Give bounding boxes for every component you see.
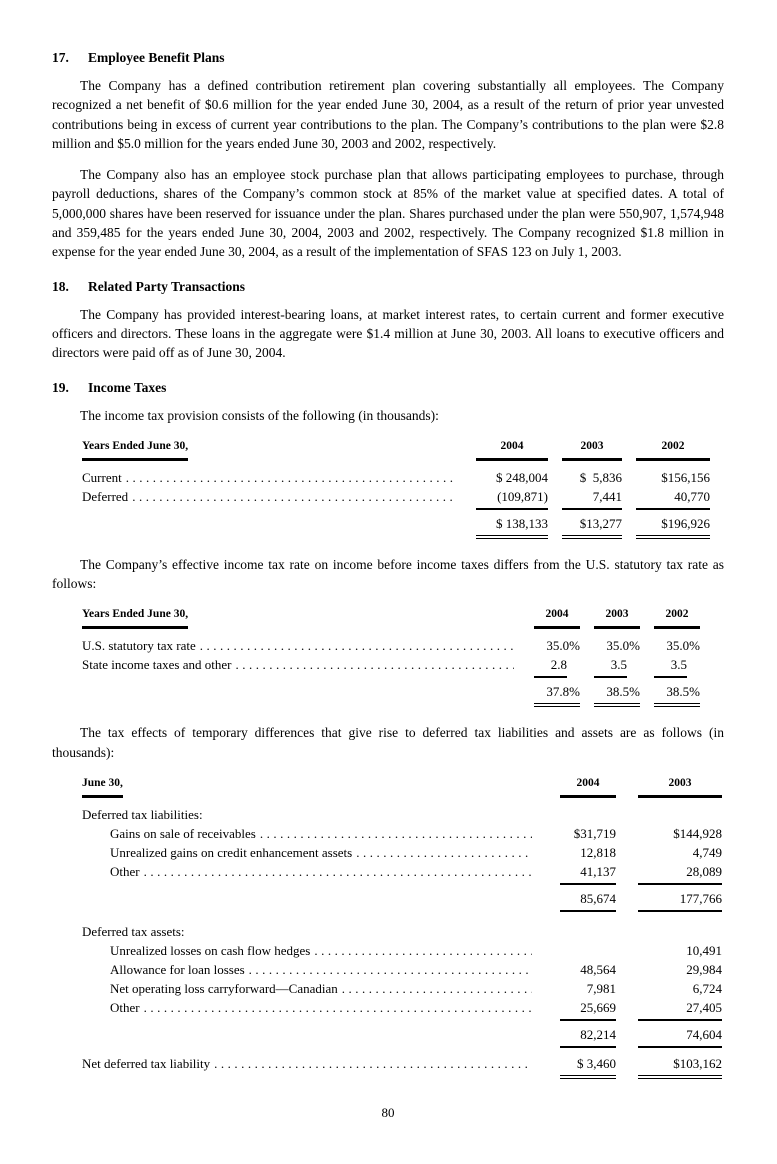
cell-2003: 7,441 <box>562 487 622 510</box>
table-subtotal-row <box>82 889 722 912</box>
subtotal-2004: 85,674 <box>560 889 616 912</box>
cell-2002: 35.0% <box>666 638 700 654</box>
table-subtotal-row <box>82 1025 722 1048</box>
table-header-row <box>82 774 722 798</box>
cell-2004: 41,137 <box>560 862 616 885</box>
table-subheading-row <box>82 922 722 941</box>
table-gap <box>82 912 722 922</box>
row-label: Current <box>82 469 122 485</box>
effective-tax-rate-table <box>82 605 700 707</box>
cell-2002: $156,156 <box>661 469 710 485</box>
section-title: Income Taxes <box>88 379 167 395</box>
dot-leader <box>132 487 456 506</box>
cell-2003: $144,928 <box>673 826 722 842</box>
table-subheading-row <box>82 805 722 824</box>
cell-2003: 35.0% <box>606 638 640 654</box>
dot-leader <box>314 941 532 960</box>
cell-2004: 48,564 <box>580 962 616 978</box>
table-row <box>82 636 700 655</box>
table-row <box>82 979 722 998</box>
group-heading: Deferred tax liabilities: <box>82 807 203 823</box>
total-2003: $13,277 <box>562 514 622 539</box>
cell-2003: $ 5,836 <box>579 469 622 485</box>
section-19-intro-2: The Company’s effective income tax rate on income before income taxes differs from the U.S. statutory tax rate as follows: <box>52 556 724 592</box>
column-header-2003: 2003 <box>594 605 640 629</box>
page-number: 80 <box>381 1105 395 1121</box>
section-17-heading <box>52 48 724 67</box>
dot-leader <box>356 843 532 862</box>
subtotal-2003: 177,766 <box>638 889 722 912</box>
dot-leader <box>200 636 514 655</box>
row-label: Deferred <box>82 488 129 504</box>
total-2002: $196,926 <box>636 514 710 539</box>
section-title: Employee Benefit Plans <box>88 50 225 65</box>
dot-leader <box>260 824 532 843</box>
section-19-intro-3: The tax effects of temporary differences that give rise to deferred tax liabilities and assets are as follows (in thousands): <box>52 725 724 760</box>
section-19-heading <box>52 378 724 397</box>
column-header-2002: 2002 <box>654 605 700 629</box>
total-2002: 38.5% <box>654 682 700 707</box>
table-row <box>82 998 722 1021</box>
column-header-2002: 2002 <box>636 437 710 461</box>
section-title: Related Party Transactions <box>88 278 245 294</box>
row-label: Net deferred tax liability <box>82 1056 211 1072</box>
table-row <box>82 960 722 979</box>
cell-2004: 7,981 <box>586 981 616 997</box>
row-label: U.S. statutory tax rate <box>82 638 196 654</box>
table-row <box>82 468 710 487</box>
column-header-2003: 2003 <box>638 774 722 798</box>
row-label: Gains on sale of receivables <box>110 826 256 842</box>
dot-leader <box>342 979 532 998</box>
row-label: Unrealized losses on cash flow hedges <box>110 943 311 959</box>
section-number: 19. <box>52 379 69 395</box>
table-row <box>82 655 700 678</box>
cell-2004: 12,818 <box>580 845 616 861</box>
section-number: 17. <box>52 50 69 65</box>
row-label: Net operating loss carryforward—Canadian <box>110 981 338 997</box>
section-17-paragraph-1: The Company has a defined contribution retirement plan covering substantially all employees. The Company recognized a net benefit of $0.6 million for the year ended June 30, 2004, as a result of the return of prior year unvested contributions being in excess of current year contributions to the plan. The Company’s contributions to the plan were $2.8 million and $5.0 million for the years ended June 30, 2003 and 2002, respectively. <box>52 78 724 151</box>
total-2004: $ 138,133 <box>476 514 548 539</box>
section-18-paragraph-1: The Company has provided interest-bearing loans, at market interest rates, to certain current and former executive officers and directors. These loans in the aggregate were $1.4 million at June 30, 2003. All loans to executive officers and directors were paid off as of June 30, 2004. <box>52 306 724 361</box>
table-row <box>82 824 722 843</box>
subtotal-2003: 74,604 <box>638 1025 722 1048</box>
cell-2002: 40,770 <box>636 487 710 510</box>
table-row <box>82 941 722 960</box>
table-header-label: Years Ended June 30, <box>82 437 188 461</box>
table-total-row <box>82 682 700 707</box>
dot-leader <box>144 862 532 881</box>
cell-2002: 3.5 <box>654 655 687 678</box>
total-2003: 38.5% <box>594 682 640 707</box>
table-total-row <box>82 514 710 539</box>
cell-2003: 10,491 <box>686 943 722 959</box>
cell-2004: 25,669 <box>560 998 616 1021</box>
cell-2003: 6,724 <box>692 981 722 997</box>
cell-2004: 2.8 <box>534 655 567 678</box>
cell-2003: 29,984 <box>686 962 722 978</box>
cell-2004: 35.0% <box>546 638 580 654</box>
table-header-label: Years Ended June 30, <box>82 605 188 629</box>
table-row <box>82 862 722 885</box>
row-label: Other <box>110 1000 140 1016</box>
dot-leader <box>144 998 532 1017</box>
section-19-intro-1: The income tax provision consists of the following (in thousands): <box>80 407 439 423</box>
cell-2003: 4,749 <box>692 845 722 861</box>
cell-2004: $ 248,004 <box>496 469 548 485</box>
row-label: Allowance for loan losses <box>110 962 245 978</box>
cell-2004: (109,871) <box>476 487 548 510</box>
row-label: State income taxes and other <box>82 657 232 673</box>
table-header-label: June 30, <box>82 774 123 798</box>
table-net-row <box>82 1054 722 1079</box>
cell-2003: 3.5 <box>594 655 627 678</box>
column-header-2004: 2004 <box>560 774 616 798</box>
column-header-2004: 2004 <box>534 605 580 629</box>
group-heading: Deferred tax assets: <box>82 924 185 940</box>
income-tax-provision-table <box>82 437 710 539</box>
section-18-heading <box>52 277 724 296</box>
cell-2004: $31,719 <box>573 826 616 842</box>
dot-leader <box>214 1054 532 1073</box>
cell-2003: 28,089 <box>638 862 722 885</box>
row-label: Other <box>110 864 140 880</box>
deferred-tax-table <box>82 774 722 1079</box>
section-17-paragraph-2: The Company also has an employee stock purchase plan that allows participating employees to purchase, through payroll deductions, shares of the Company’s common stock at 85% of the market value at specified dates. A total of 5,000,000 shares have been reserved for issuance under the plan. Shares purchased under the plan were 550,907, 1,574,948 and 359,485 for the years ended June 30, 2004, 2003 and 2002, respectively. The Company recognized $1.8 million in expense for the year ended June 30, 2004, as a result of the implementation of SFAS 123 on July 1, 2003. <box>52 167 724 260</box>
column-header-2003: 2003 <box>562 437 622 461</box>
total-2004: 37.8% <box>534 682 580 707</box>
table-header-row <box>82 437 710 461</box>
net-2004: $ 3,460 <box>560 1054 616 1079</box>
dot-leader <box>126 468 456 487</box>
subtotal-2004: 82,214 <box>560 1025 616 1048</box>
cell-2003: 27,405 <box>638 998 722 1021</box>
column-header-2004: 2004 <box>476 437 548 461</box>
table-row <box>82 843 722 862</box>
table-header-row <box>82 605 700 629</box>
dot-leader <box>235 655 514 674</box>
net-2003: $103,162 <box>638 1054 722 1079</box>
dot-leader <box>249 960 532 979</box>
table-row <box>82 487 710 510</box>
row-label: Unrealized gains on credit enhancement assets <box>110 845 353 861</box>
section-number: 18. <box>52 278 69 294</box>
